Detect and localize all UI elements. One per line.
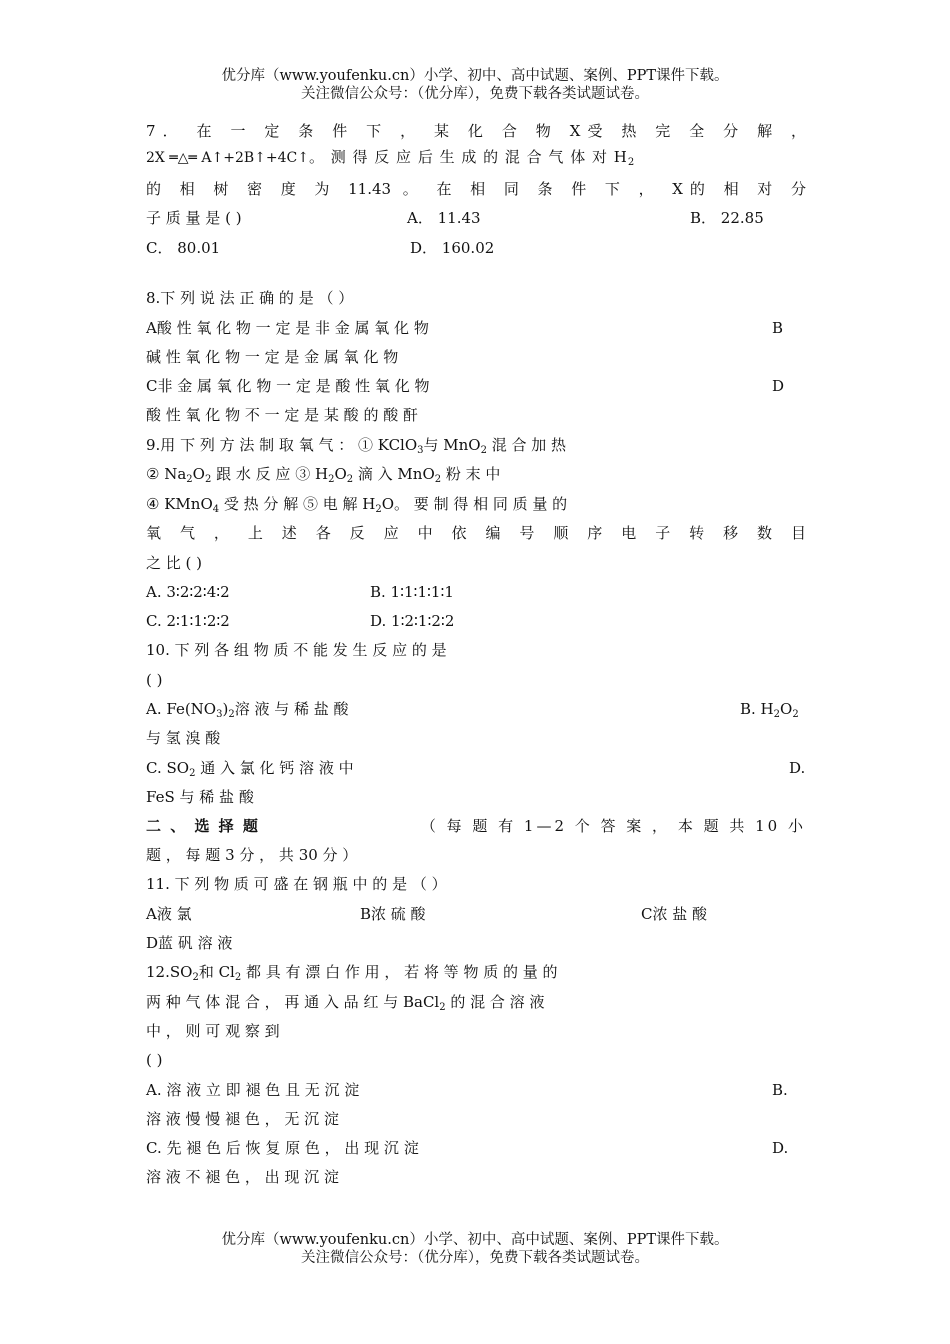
q9-l3-c: 受 热 分 解 ⑤ 电 解 H [219, 495, 376, 513]
header-line-1: 优分库（www.youfenku.cn）小学、初中、高中试题、案例、PPT课件下载。 [221, 68, 729, 84]
q10-c-2: 通 入 氯 化 钙 溶 液 中 [195, 759, 354, 777]
q7-option-b: B． 22.85 [690, 209, 764, 227]
q7-equation: 2X ═△═ A↑+2B↑+4C↑ [146, 150, 309, 166]
page-footer [0, 1231, 950, 1267]
q12-option-b: 溶 液 慢 慢 褪 色 ， 无 沉 淀 [146, 1110, 339, 1128]
q9-line-2 [146, 464, 500, 484]
q10-stem: 10. 下 列 各 组 物 质 不 能 发 生 反 应 的 是 [146, 641, 447, 659]
q10-c-1: C. SO [146, 759, 190, 777]
q10-paren: ( ) [146, 671, 163, 689]
q9-l1-c: 与 MnO [423, 436, 481, 454]
q11-stem: 11. 下 列 物 质 可 盛 在 钢 瓶 中 的 是 （ ） [146, 875, 447, 893]
q12-l1-sub1: 2 [192, 972, 199, 983]
section-2-line-1 [146, 816, 806, 836]
q9-l3-e: O。 要 制 得 相 同 质 量 的 [381, 495, 568, 513]
q9-l2-sub5: 2 [434, 474, 442, 485]
q9-option-a: A. 3∶2∶2∶4∶2 [146, 583, 230, 601]
q9-option-b: B. 1∶1∶1∶1∶1 [370, 583, 454, 601]
q10-option-b [740, 699, 799, 719]
q9-line-5: 之 比 ( ) [146, 554, 203, 572]
q10-c-sub1: 2 [189, 768, 196, 779]
q12-l1-a: 12.SO [146, 963, 193, 981]
q8-option-d: 酸 性 氧 化 物 不 一 定 是 某 酸 的 酸 酐 [146, 406, 418, 424]
q10-a-sub1: 3 [216, 709, 223, 720]
q9-l1-sub2: 2 [480, 445, 487, 456]
q9-l2-c: O [192, 465, 205, 483]
q10-b-2: O [780, 700, 793, 718]
q7-line-4: 子 质 量 是 ( ) [146, 209, 242, 227]
q10-a-3: 溶 液 与 稀 盐 酸 [234, 700, 349, 718]
q11-option-c: C浓 盐 酸 [641, 905, 708, 923]
q7-option-c: C． 80.01 [146, 239, 221, 257]
q7-line-3: 的 相 树 密 度 为 11.43 。 在 相 同 条 件 下 ， X的 相 对 分 [146, 180, 806, 198]
q12-option-d-label: D. [772, 1139, 789, 1157]
q7-option-a: A． 11.43 [407, 209, 481, 227]
q9-line-3 [146, 494, 567, 514]
q7-line-1: 7． 在 一 定 条 件 下 ， 某 化 合 物 X受 热 完 全 分 解 ， [146, 122, 806, 140]
q9-l2-e: 跟 水 反 应 ③ H [211, 465, 329, 483]
q9-l2-g: O [334, 465, 347, 483]
q12-l1-c: 和 Cl [198, 963, 235, 981]
footer-line-2: 关注微信公众号：（优分库），免费下载各类试题试卷。 [301, 1250, 649, 1266]
q12-line-1 [146, 962, 558, 982]
footer-line-1: 优分库（www.youfenku.cn）小学、初中、高中试题、案例、PPT课件下载。 [221, 1232, 729, 1248]
header-line-2: 关注微信公众号：（优分库），免费下载各类试题试卷。 [301, 86, 649, 102]
q11-option-b: B浓 硫 酸 [360, 905, 426, 923]
q9-line-1 [146, 435, 566, 455]
q8-stem: 8.下 列 说 法 正 确 的 是 （ ） [146, 289, 354, 307]
section-2-title: 二 、 选 择 题 [146, 817, 260, 835]
q12-option-d: 溶 液 不 褪 色 ， 出 现 沉 淀 [146, 1168, 339, 1186]
page-header [0, 67, 950, 103]
q10-b-sub2: 2 [792, 709, 799, 720]
q9-l2-sub1: 2 [186, 474, 193, 485]
q7-line-2-text: 。 测 得 反 应 后 生 成 的 混 合 气 体 对 H [308, 148, 628, 166]
q7-sub: 2 [627, 157, 635, 168]
q9-l3-a: ④ KMnO [146, 495, 213, 513]
q11-option-a: A液 氯 [146, 905, 192, 923]
q10-option-b-cont: 与 氢 溴 酸 [146, 729, 221, 747]
q9-l2-k: 粉 末 中 [441, 465, 501, 483]
q9-option-d: D. 1∶2∶1∶2∶2 [370, 612, 455, 630]
q9-l1-e: 混 合 加 热 [486, 436, 567, 454]
q9-option-c: C. 2∶1∶1∶2∶2 [146, 612, 230, 630]
q9-line-4: 氧 气 ， 上 述 各 反 应 中 依 编 号 顺 序 电 子 转 移 数 目 [146, 524, 806, 542]
q12-line-2 [146, 992, 544, 1012]
q9-l2-i: 滴 入 MnO [353, 465, 435, 483]
q9-l1-sub1: 3 [417, 445, 424, 456]
q12-option-b-label: B. [772, 1081, 788, 1099]
q10-b-sub1: 2 [773, 709, 781, 720]
q8-option-d-label: D [772, 377, 785, 395]
section-2-line-2: 题 ， 每 题 3 分 ， 共 30 分 ） [146, 846, 358, 864]
q12-l1-e: 都 具 有 漂 白 作 用 ， 若 将 等 物 质 的 量 的 [241, 963, 558, 981]
q12-option-c: C. 先 褪 色 后 恢 复 原 色 ， 出 现 沉 淀 [146, 1139, 419, 1157]
q11-option-d: D蓝 矾 溶 液 [146, 934, 233, 952]
q9-l1-a: 9.用 下 列 方 法 制 取 氧 气 ： ① KClO [146, 436, 418, 454]
section-2-instructions: （ 每 题 有 1—2 个 答 案 ， 本 题 共 10 小 [420, 817, 806, 835]
q8-option-b-label: B [772, 319, 784, 337]
q10-option-d: FeS 与 稀 盐 酸 [146, 788, 254, 806]
q8-option-a: A酸 性 氧 化 物 一 定 是 非 金 属 氧 化 物 [146, 319, 429, 337]
q10-a-2: ) [222, 700, 229, 718]
q10-a-sub2: 2 [228, 709, 235, 720]
q9-l2-a: ② Na [146, 465, 187, 483]
q9-l2-sub4: 2 [346, 474, 354, 485]
q9-l3-sub1: 4 [212, 504, 220, 515]
q12-paren: ( ) [146, 1051, 163, 1069]
q12-l2-sub1: 2 [439, 1002, 446, 1013]
q9-l2-sub3: 2 [328, 474, 335, 485]
q12-l2-a: 两 种 气 体 混 合 ， 再 通 入 品 红 与 BaCl [146, 993, 440, 1011]
q12-line-3: 中 ， 则 可 观 察 到 [146, 1022, 280, 1040]
q8-option-b: 碱 性 氧 化 物 一 定 是 金 属 氧 化 物 [146, 348, 399, 366]
q10-option-a [146, 699, 349, 719]
q10-option-d-label: D. [789, 759, 806, 777]
q9-l3-sub2: 2 [375, 504, 382, 515]
q12-l2-c: 的 混 合 溶 液 [445, 993, 545, 1011]
q8-option-c: C非 金 属 氧 化 物 一 定 是 酸 性 氧 化 物 [146, 377, 430, 395]
q9-l2-sub2: 2 [204, 474, 212, 485]
q10-a-1: A. Fe(NO [146, 700, 217, 718]
q12-l1-sub2: 2 [234, 972, 242, 983]
q10-b-1: B. H [740, 700, 774, 718]
q7-option-d: D． 160.02 [410, 239, 495, 257]
q7-line-2 [146, 147, 806, 168]
q10-option-c [146, 758, 354, 778]
q12-option-a: A. 溶 液 立 即 褪 色 且 无 沉 淀 [146, 1081, 360, 1099]
